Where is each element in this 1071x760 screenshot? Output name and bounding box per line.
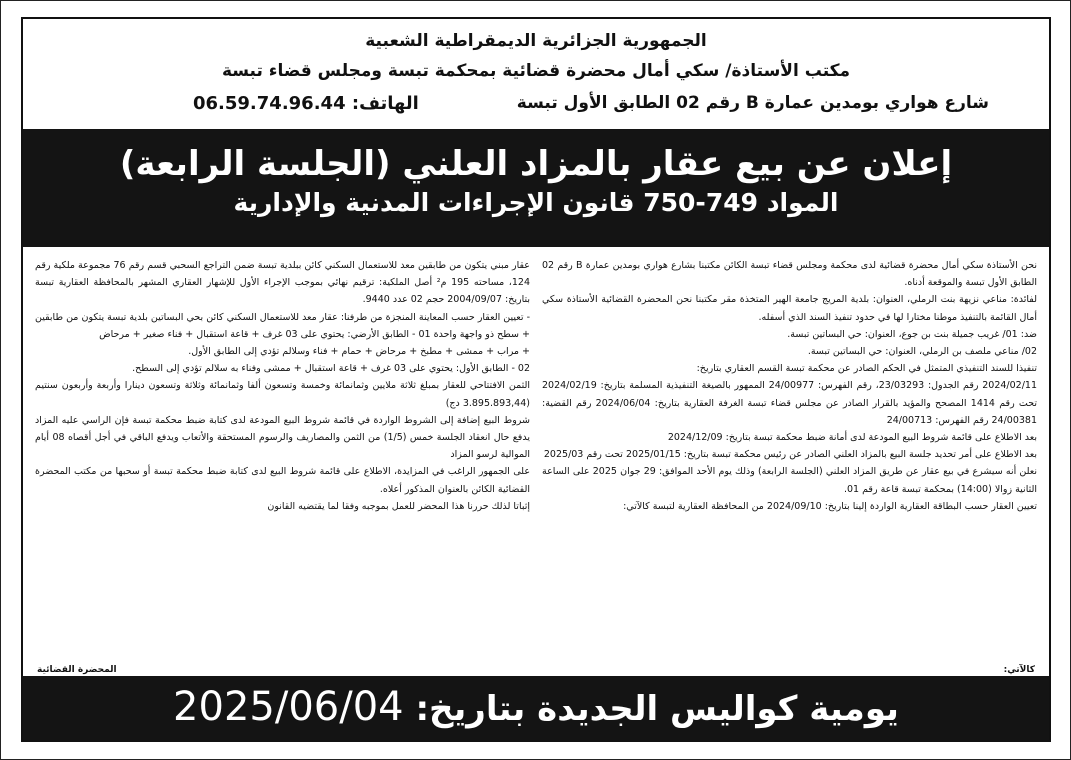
- office-address: شارع هواري بومدين عمارة B رقم 02 الطابق الأول تبسة: [516, 93, 989, 113]
- announcement-subtitle: المواد 749-750 قانون الإجراءات المدنية والإدارية: [233, 188, 839, 217]
- paragraph: إثباتا لذلك حررنا هذا المحضر للعمل بموجبه وفقا لما يقتضيه القانون: [267, 500, 530, 512]
- paragraph: الثمن الافتتاحي للعقار بمبلغ ثلاثة ملايين وثمانمائة وخمسة وتسعون ألفا وثمانمائة وثلاثة وتسعون دينارا وأربعة وأربعون سنتيم (3.895.893,44 دج): [35, 380, 530, 409]
- paragraph: + مراب + ممشى + مطبخ + مرحاض + حمام + فناء وسلالم تؤدي إلى الطابق الأول.: [188, 346, 530, 358]
- paragraph: نعلن أنه سيشرع في بيع عقار عن طريق المزاد العلني (الجلسة الرابعة) وذلك يوم الأحد الموافق: 29 جوان 2025 على الساعة الثانية زوالا (14:00) بمحكمة تبسة قاعة رقم 01.: [542, 466, 1038, 495]
- paragraph: - تعيين العقار حسب المعاينة المنجزة من طرفنا: عقار معد للاستعمال السكني كائن بحي البساتين بلدية تبسة يتكون من طابقين + سطح ذو واجهة واحدة 01 - الطابق الأرضي: يحتوي على 03 غرف + قاعة استقبال + فناء صغير + مرحاض: [35, 311, 530, 340]
- left-column: [35, 257, 530, 515]
- paragraph: شروط البيع إضافة إلى الشروط الواردة في قائمة شروط البيع المودعة لدى كتابة ضبط محكمة تبسة فإن الراسي عليه المزاد يدفع حال انعقاد الجلسة خمس (1/5) من الثمن والمصاريف والرسوم المستحقة والأتعاب ويدفع الباقي في أجل أقصاه 08 أيام الموالية لرسو المزاد: [35, 414, 530, 461]
- paragraph: تعيين العقار حسب البطاقة العقارية الواردة إلينا بتاريخ: 2024/09/10 من المحافظة العقارية لتبسة كالآتي:: [623, 500, 1037, 512]
- paragraph: ضد: 01/ غريب جميلة بنت بن جوع، العنوان: حي البساتين تبسة.: [787, 328, 1037, 340]
- paragraph: لفائدة: مناعي نزيهة بنت الرملي، العنوان: بلدية المريج جامعة الهير المتخذة مقر مكتبنا نحن المحضرة القضائية الأستاذة سكي أمال القائمة بالتنفيذ موطنا مختارا لها في حدود تنفيذ السند الذي أسفله.: [542, 294, 1037, 323]
- body-columns: [35, 257, 1037, 677]
- paragraph: نحن الأستاذة سكي أمال محضرة قضائية لدى محكمة ومجلس قضاء تبسة الكائن مكتبنا بشارع هواري بومدين عمارة B رقم 02 الطابق الأول تبسة والموقعة أدناه.: [542, 260, 1037, 289]
- paragraph: على الجمهور الراغب في المزايدة، الاطلاع على قائمة شروط البيع لدى كتابة ضبط محكمة تبسة أو سحبها من مكتب المحضرة القضائية الكائن بالعنوان المذكور أعلاه.: [35, 466, 530, 495]
- bailiff-signature: المحضرة القضائية: [37, 665, 117, 675]
- paragraph: 2024/02/11 رقم الجدول: 23/03293، رقم الفهرس: 24/00977 الممهور بالصيغة التنفيذية المسلمة بتاريخ: 2024/02/19 تحت رقم 1414 المصحح والمؤيد بالقرار الصادر عن مجلس قضاء تبسة الغرفة العقارية بتاريخ: 2024/06/04 رقم القضية: 24/00381 رقم الفهرس: 24/00713: [542, 380, 1037, 426]
- republic-title: الجمهورية الجزائرية الديمقراطية الشعبية: [365, 31, 707, 51]
- newspaper-label: يومية كواليس الجديدة بتاريخ:: [415, 689, 899, 729]
- paragraph: تنفيذا للسند التنفيذي المتمثل في الحكم الصادر عن محكمة تبسة القسم العقاري بتاريخ:: [696, 363, 1037, 375]
- right-column: [542, 257, 1037, 515]
- paragraph: 02/ مناعي ملصف بن الرملي، العنوان: حي البساتين تبسة.: [807, 346, 1037, 358]
- office-header: [23, 19, 1049, 129]
- paragraph: عقار مبني يتكون من طابقين معد للاستعمال السكني كائن ببلدية تبسة ضمن التراجع السحبي قسم رقم 76 مجموعة ملكية رقم 124، مساحته 195 م² أصل الملكية: ترقيم نهائي بموجب الإجراء الأول للإشهار العقاري المشهر بالمحافظة العقارية تبسة بتاريخ: 2004/09/07 حجم 02 عدد 9440.: [35, 260, 530, 306]
- closing-label: كالآتي:: [1003, 665, 1035, 675]
- office-name: مكتب الأستاذة/ سكي أمال محضرة قضائية بمحكمة تبسة ومجلس قضاء تبسة: [221, 61, 851, 81]
- office-phone: الهاتف: 06.59.74.96.44: [193, 93, 419, 114]
- announcement-title: إعلان عن بيع عقار بالمزاد العلني (الجلسة الرابعة): [119, 144, 953, 184]
- publication-footer: [23, 676, 1049, 740]
- paragraph: 02 - الطابق الأول: يحتوي على 03 غرف + قاعة استقبال + ممشى وفناء به سلالم تؤدي إلى السطح.: [132, 363, 530, 375]
- publication-date: 2025/06/04: [173, 684, 404, 730]
- announcement-banner: [23, 129, 1049, 247]
- announcement-frame: [21, 17, 1051, 742]
- paragraph: بعد الاطلاع على قائمة شروط البيع المودعة لدى أمانة ضبط محكمة تبسة بتاريخ: 2024/12/09: [667, 432, 1037, 444]
- paragraph: بعد الاطلاع على أمر تحديد جلسة البيع بالمزاد العلني الصادر عن رئيس محكمة تبسة بتاريخ: 2025/01/15 تحت رقم 2025/03: [543, 449, 1037, 461]
